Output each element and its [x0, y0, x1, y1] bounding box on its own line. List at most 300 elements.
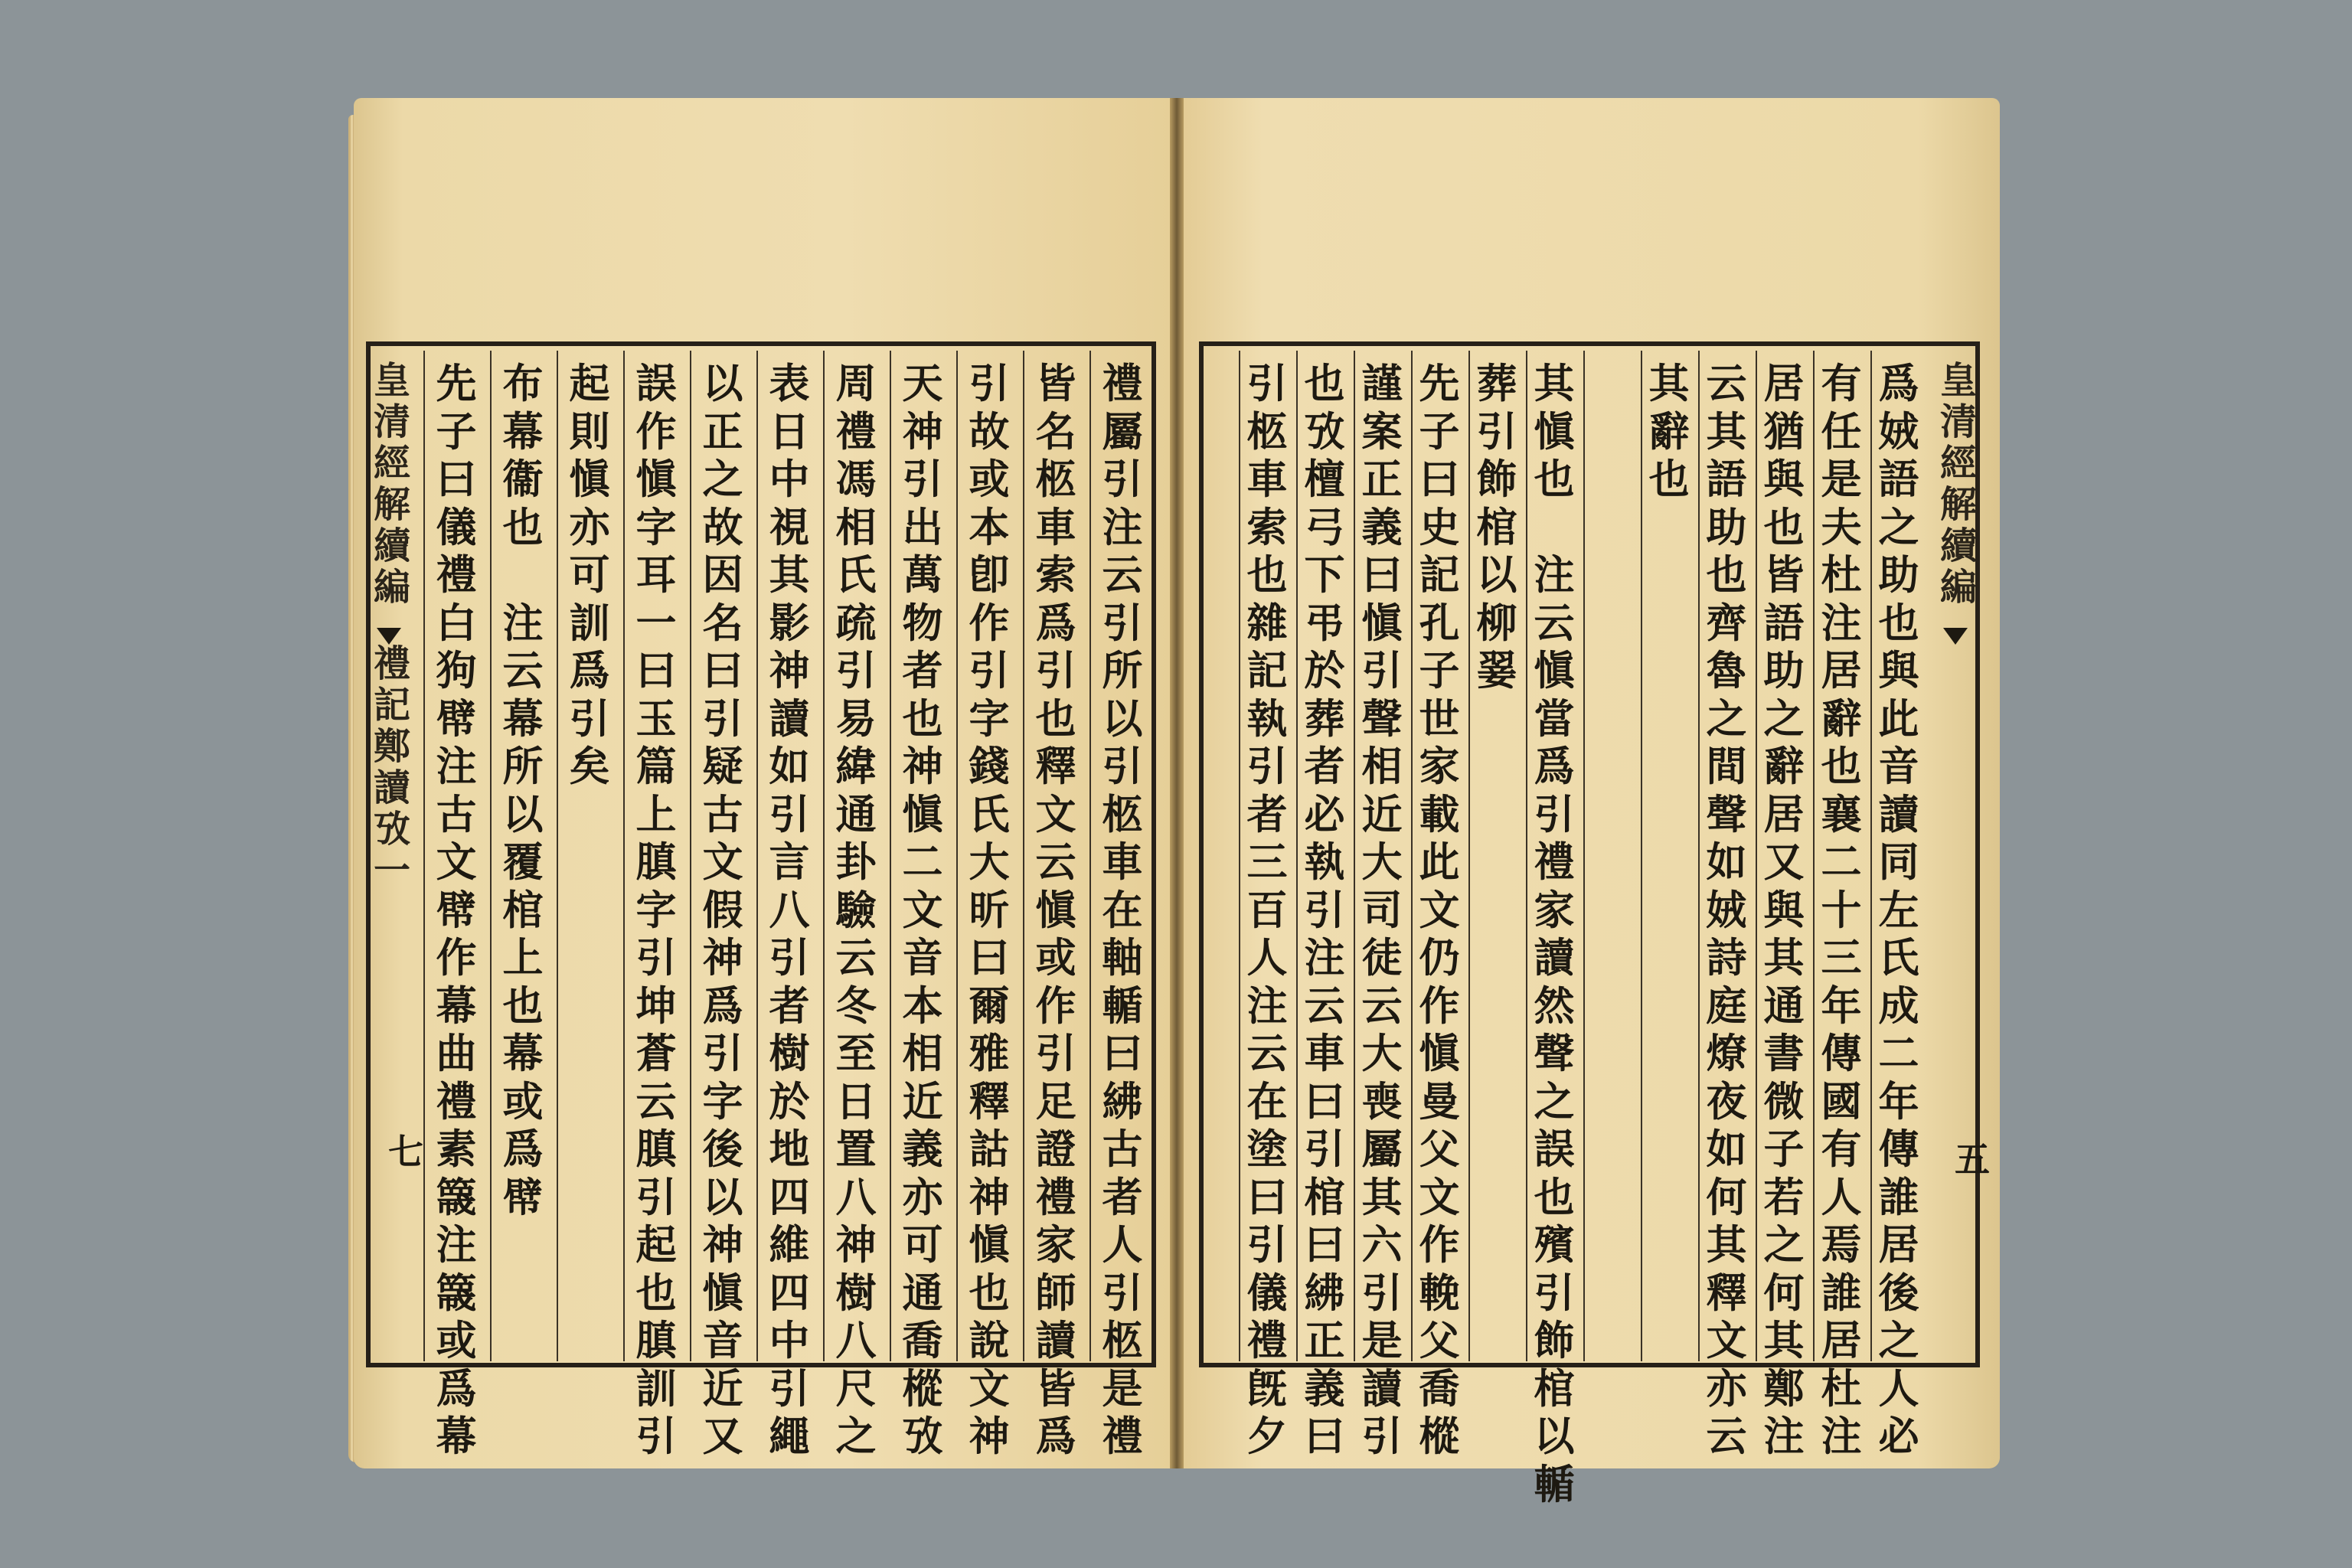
left-page-char: 或 — [436, 1317, 477, 1364]
left-page-char: 易 — [835, 694, 877, 743]
left-page-char: 名 — [702, 599, 743, 647]
left-page-column-6 — [766, 360, 812, 1461]
left-page-char: 神 — [902, 407, 943, 456]
right-page-char: 喪 — [1361, 1077, 1403, 1125]
right-page-char: 辭 — [1763, 743, 1805, 790]
left-page-char: 曰 — [436, 456, 477, 503]
right-page-char: 車 — [1246, 456, 1288, 503]
right-page-char: 司 — [1361, 886, 1403, 934]
left-page-char: 師 — [1035, 1269, 1076, 1317]
left-page-char: 之 — [835, 1413, 877, 1460]
right-page-char: 鄭 — [1763, 1364, 1805, 1413]
left-page-char: 幕 — [436, 1413, 477, 1460]
right-page-char: 也 — [1821, 743, 1862, 790]
left-page-char: 引 — [702, 694, 743, 743]
left-page-char: 索 — [1035, 551, 1076, 599]
left-heading-char: 解 — [373, 483, 410, 526]
right-page-char: 同 — [1878, 838, 1919, 886]
left-page-char: 狗 — [436, 647, 477, 694]
right-page-char: 先 — [1419, 360, 1460, 407]
left-page-char: 文 — [969, 1364, 1010, 1413]
right-page-char: 襄 — [1821, 790, 1862, 838]
left-page-char: 八 — [835, 1173, 877, 1221]
left-page-char: 云 — [1035, 838, 1076, 886]
left-page-char: 古 — [436, 790, 477, 838]
left-page-char: 說 — [969, 1317, 1010, 1364]
right-page-char: 皆 — [1763, 551, 1805, 599]
right-page-char: 其 — [1706, 1221, 1747, 1269]
left-page-char: 亦 — [902, 1173, 943, 1221]
right-page-char: 葬 — [1304, 694, 1345, 743]
left-page-column-rule — [756, 351, 758, 1361]
right-page-char: 引 — [1476, 407, 1517, 456]
right-page-char: 其 — [1648, 360, 1690, 407]
left-page-char: 者 — [902, 647, 943, 694]
right-page-column-8 — [1474, 360, 1520, 695]
left-page-char: 曰 — [702, 647, 743, 694]
left-page-char: 讀 — [1035, 1317, 1076, 1364]
right-page-char: 於 — [1304, 647, 1345, 694]
right-page-char: 之 — [1878, 503, 1919, 551]
left-page-char: 天 — [902, 360, 943, 407]
left-page-char: 皆 — [1035, 360, 1076, 407]
right-page-char: 殯 — [1534, 1221, 1575, 1269]
left-page-char: 出 — [902, 503, 943, 551]
right-page-char: 誰 — [1821, 1269, 1862, 1317]
left-page-char: 引 — [1102, 743, 1143, 790]
left-page-char: 也 — [502, 982, 544, 1030]
left-page-char: 引 — [635, 1413, 677, 1460]
right-page-char: 文 — [1706, 1317, 1747, 1364]
right-page-char: 喬 — [1419, 1364, 1460, 1413]
right-page-char: 正 — [1304, 1317, 1345, 1364]
right-page-char: 云 — [1706, 1413, 1747, 1460]
left-page-char: 引 — [1102, 456, 1143, 503]
left-page-char: 影 — [769, 599, 810, 647]
right-page-char: 孔 — [1419, 599, 1460, 647]
right-page-char: 音 — [1878, 743, 1919, 790]
right-page-char: 索 — [1246, 503, 1288, 551]
right-page-char: 葬 — [1476, 360, 1517, 407]
left-page-char: 故 — [702, 503, 743, 551]
left-page-char: 卦 — [835, 838, 877, 886]
left-page-char: 字 — [969, 694, 1010, 743]
right-page-char: 之 — [1878, 1317, 1919, 1364]
left-page-char: 引 — [969, 360, 1010, 407]
right-page-char: 成 — [1878, 982, 1919, 1030]
right-page-char: 雜 — [1246, 599, 1288, 647]
left-page-char: 注 — [436, 743, 477, 790]
right-page-char: 翣 — [1476, 647, 1517, 694]
left-heading-char: 清 — [373, 400, 410, 443]
right-page-char: 娀 — [1878, 407, 1919, 456]
left-page-char: 錢 — [969, 743, 1010, 790]
left-page-column-rule — [1089, 351, 1091, 1361]
fish-tail-mark-right — [1943, 628, 1968, 645]
right-folio: 五 — [1949, 1141, 1991, 1176]
left-page-char: 以 — [702, 360, 743, 407]
right-page-char: 引 — [1361, 1269, 1403, 1317]
left-page-char: 者 — [769, 982, 810, 1030]
left-page-column-9 — [567, 360, 612, 791]
left-page-char: 幕 — [502, 407, 544, 456]
right-page-char: 何 — [1706, 1173, 1747, 1221]
right-page-char: 棺 — [1534, 1364, 1575, 1413]
right-page-char: 六 — [1361, 1221, 1403, 1269]
left-page-char: 以 — [702, 1173, 743, 1221]
right-page-char: 文 — [1419, 1173, 1460, 1221]
left-page-char: 馮 — [835, 456, 877, 503]
right-page-char: 柳 — [1476, 599, 1517, 647]
left-page-char: 神 — [902, 743, 943, 790]
right-page-char: 家 — [1534, 886, 1575, 934]
left-page-char: 白 — [436, 599, 477, 647]
right-page-char: 曰 — [1419, 456, 1460, 503]
right-page-char: 下 — [1304, 551, 1345, 599]
left-page-char: 誤 — [635, 360, 677, 407]
right-page-char: 然 — [1534, 982, 1575, 1030]
right-page-char: 辭 — [1821, 694, 1862, 743]
left-page-char: 八 — [769, 886, 810, 934]
right-page-char: 引 — [1534, 790, 1575, 838]
left-page-char: 四 — [769, 1269, 810, 1317]
left-page-char: 注 — [436, 1221, 477, 1269]
right-page-column-rule — [1354, 351, 1355, 1361]
right-page-char: 國 — [1821, 1077, 1862, 1125]
right-page-char: 居 — [1878, 1221, 1919, 1269]
left-page-char: 矣 — [569, 743, 610, 790]
left-page-char: 引 — [769, 1364, 810, 1413]
right-page-char: 有 — [1821, 1125, 1862, 1173]
right-page-char: 檀 — [1304, 456, 1345, 503]
left-page-char: 古 — [702, 790, 743, 838]
right-page-char: 作 — [1419, 982, 1460, 1030]
right-page-char: 百 — [1246, 886, 1288, 934]
right-page-char: 紼 — [1304, 1269, 1345, 1317]
right-page-char: 間 — [1706, 743, 1747, 790]
right-page-char: 助 — [1878, 551, 1919, 599]
right-page-char: 車 — [1304, 1030, 1345, 1077]
left-page-column-rule — [423, 351, 425, 1361]
right-page-char: 儀 — [1246, 1269, 1288, 1317]
left-page-column-1 — [1099, 360, 1145, 1461]
right-page-column-11 — [1302, 360, 1348, 1461]
left-page-char: 冬 — [835, 982, 877, 1030]
right-page-char: 義 — [1361, 503, 1403, 551]
left-page-char: 雅 — [969, 1030, 1010, 1077]
left-page-char: 神 — [702, 1221, 743, 1269]
right-page-char: 曰 — [1304, 1077, 1345, 1125]
left-page-char: 爲 — [1035, 599, 1076, 647]
left-page-column-rule — [623, 351, 625, 1361]
right-page-column-9 — [1416, 360, 1462, 1461]
right-page-char: 夜 — [1706, 1077, 1747, 1125]
left-page-char: 愼 — [569, 456, 610, 503]
left-page-char: 地 — [769, 1125, 810, 1173]
left-page-char: 耳 — [635, 551, 677, 599]
right-page-char: 引 — [1246, 360, 1288, 407]
left-page-char: 義 — [902, 1125, 943, 1173]
left-page-char: 名 — [1035, 407, 1076, 456]
left-page-char: 引 — [702, 1030, 743, 1077]
left-page-char: 者 — [1102, 1173, 1143, 1221]
right-page-column-4 — [1704, 360, 1749, 1461]
left-page-char: 日 — [769, 407, 810, 456]
right-page-char: 云 — [1534, 599, 1575, 647]
right-page-column-7 — [1531, 360, 1577, 1508]
right-page-char: 史 — [1419, 503, 1460, 551]
left-page-char: 爲 — [702, 982, 743, 1030]
left-page-char: 文 — [902, 886, 943, 934]
left-page-char: 車 — [1102, 838, 1143, 886]
left-page-char: 相 — [835, 503, 877, 551]
right-page-char: 焉 — [1821, 1221, 1862, 1269]
right-page-char: 與 — [1878, 647, 1919, 694]
left-page-char: 輴 — [1102, 982, 1143, 1030]
left-page-char: 可 — [902, 1221, 943, 1269]
left-page-char: 禮 — [835, 407, 877, 456]
right-page-char: 棺 — [1304, 1173, 1345, 1221]
left-page-char: 疏 — [835, 599, 877, 647]
right-page-char: 云 — [1706, 360, 1747, 407]
right-page-column-rule — [1239, 351, 1240, 1361]
right-page-char: 是 — [1821, 456, 1862, 503]
left-page-char: 引 — [769, 934, 810, 982]
left-page-column-rule — [823, 351, 825, 1361]
right-page-char: 謹 — [1361, 360, 1403, 407]
right-page-column-rule — [1756, 351, 1757, 1361]
right-page-char: 人 — [1246, 934, 1288, 982]
left-page-char: 軸 — [1102, 934, 1143, 982]
left-page-char: 以 — [502, 790, 544, 838]
left-page-char: 也 — [902, 694, 943, 743]
right-page-char: 二 — [1821, 838, 1862, 886]
right-page-char: 曰 — [1246, 1173, 1288, 1221]
left-page-column-4 — [900, 360, 946, 1461]
left-page-char: 二 — [902, 838, 943, 886]
left-page-char: 引 — [1035, 647, 1076, 694]
left-page-char: 引 — [1102, 599, 1143, 647]
right-page-column-rule — [1468, 351, 1470, 1361]
right-page-char — [1531, 504, 1577, 552]
right-page-char: 杜 — [1821, 1364, 1862, 1413]
left-page-char: 坤 — [635, 982, 677, 1030]
right-page-char: 詩 — [1706, 934, 1747, 982]
right-page-char: 誰 — [1878, 1173, 1919, 1221]
right-page-char: 其 — [1706, 407, 1747, 456]
right-page-char: 有 — [1821, 360, 1862, 407]
right-page-char: 如 — [1706, 1125, 1747, 1173]
left-page-char: 音 — [702, 1317, 743, 1364]
right-page-char: 記 — [1246, 647, 1288, 694]
left-page-char: 上 — [502, 934, 544, 982]
right-page-char: 夕 — [1246, 1413, 1288, 1460]
right-page-char: 注 — [1246, 982, 1288, 1030]
left-page-char: 也 — [1035, 694, 1076, 743]
left-page-char: 氏 — [835, 551, 877, 599]
left-page-char: 云 — [835, 934, 877, 982]
left-page-char: 禮 — [1102, 360, 1143, 407]
left-page-char: 車 — [1035, 503, 1076, 551]
left-page-char: 至 — [835, 1030, 877, 1077]
left-page-char: 故 — [969, 407, 1010, 456]
left-page-char: 驗 — [835, 886, 877, 934]
right-page-char: 辭 — [1648, 407, 1690, 456]
right-page-char: 居 — [1821, 647, 1862, 694]
left-page-char: 字 — [702, 1077, 743, 1125]
right-page-char: 引 — [1534, 1269, 1575, 1317]
right-page-char: 與 — [1763, 456, 1805, 503]
right-page-char: 左 — [1878, 886, 1919, 934]
left-page-column-rule — [557, 351, 558, 1361]
left-page-char: 紼 — [1102, 1077, 1143, 1125]
right-page-char: 當 — [1534, 694, 1575, 743]
left-page-char: 注 — [1102, 503, 1143, 551]
right-page-column-rule — [1641, 351, 1642, 1361]
right-page-char: 也 — [1304, 360, 1345, 407]
right-page-column-rule — [1813, 351, 1815, 1361]
right-heading-char: 清 — [1939, 400, 1977, 443]
left-page-char: 禮 — [1102, 1413, 1143, 1460]
left-page-char: 疑 — [702, 743, 743, 790]
left-chapter-char: 攷 — [373, 808, 410, 851]
left-page-char: 本 — [969, 503, 1010, 551]
right-page-char: 也 — [1878, 599, 1919, 647]
left-page-column-rule — [956, 351, 958, 1361]
right-heading-char: 解 — [1939, 483, 1977, 526]
right-running-title — [1939, 360, 1978, 608]
right-page-char: 正 — [1361, 456, 1403, 503]
right-page-char: 注 — [1763, 1413, 1805, 1460]
right-page-char: 云 — [1304, 982, 1345, 1030]
right-heading-char: 經 — [1939, 442, 1977, 485]
right-page-char: 年 — [1878, 1077, 1919, 1125]
left-page-char: 愼 — [902, 790, 943, 838]
left-page-char: 覆 — [502, 838, 544, 886]
left-page-char: 訓 — [635, 1364, 677, 1413]
right-page-char: 禮 — [1534, 838, 1575, 886]
right-page-char: 引 — [1304, 886, 1345, 934]
left-page-char: 尺 — [835, 1364, 877, 1413]
right-page-char: 任 — [1821, 407, 1862, 456]
right-page-char: 引 — [1361, 1413, 1403, 1460]
left-page-char: 證 — [1035, 1125, 1076, 1173]
right-page-char: 家 — [1419, 743, 1460, 790]
left-page-char: 神 — [969, 1413, 1010, 1460]
book-gutter — [1170, 98, 1184, 1468]
left-page-char: 近 — [902, 1077, 943, 1125]
right-page-char: 必 — [1304, 790, 1345, 838]
left-page-char: 本 — [902, 982, 943, 1030]
left-page-char: 幦 — [436, 694, 477, 743]
left-page-char: 禮 — [436, 551, 477, 599]
left-page-char: 其 — [769, 551, 810, 599]
right-page-char: 飾 — [1534, 1317, 1575, 1364]
left-heading-char: 皇 — [373, 359, 410, 402]
right-page-char: 注 — [1304, 934, 1345, 982]
right-page-char: 與 — [1763, 886, 1805, 934]
right-page-char: 近 — [1361, 790, 1403, 838]
right-page-char: 讀 — [1361, 1364, 1403, 1413]
left-page-column-11 — [433, 360, 479, 1461]
right-page-char: 何 — [1763, 1269, 1805, 1317]
right-page-char: 居 — [1763, 790, 1805, 838]
left-page-char: 如 — [769, 743, 810, 790]
right-page-char: 以 — [1476, 551, 1517, 599]
right-page-char: 大 — [1361, 1030, 1403, 1077]
right-page-char: 通 — [1763, 982, 1805, 1030]
right-page-char: 徒 — [1361, 934, 1403, 982]
left-page-char: 柩 — [1102, 1317, 1143, 1364]
right-page-char: 猶 — [1763, 407, 1805, 456]
right-page-char: 是 — [1361, 1317, 1403, 1364]
left-page-char: 愼 — [702, 1269, 743, 1317]
right-page-char: 人 — [1821, 1173, 1862, 1221]
left-page-char: 作 — [635, 407, 677, 456]
left-page-char: 或 — [502, 1077, 544, 1125]
left-page-char: 通 — [835, 790, 877, 838]
left-page-char: 人 — [1102, 1221, 1143, 1269]
left-page-column-8 — [633, 360, 679, 1461]
left-page-char: 詁 — [969, 1125, 1010, 1173]
right-page-column-3 — [1761, 360, 1807, 1461]
left-page-char: 先 — [436, 360, 477, 407]
left-page-char: 字 — [635, 503, 677, 551]
left-page-char: 是 — [1102, 1364, 1143, 1413]
right-page-char: 愼 — [1534, 407, 1575, 456]
left-page-char: 神 — [769, 647, 810, 694]
left-page-char: 引 — [569, 694, 610, 743]
right-page-char: 娀 — [1706, 886, 1747, 934]
right-page-char: 居 — [1821, 1317, 1862, 1364]
right-page-column-12 — [1244, 360, 1290, 1461]
left-page-char: 也 — [969, 1269, 1010, 1317]
left-page-char: 中 — [769, 456, 810, 503]
left-page-char: 子 — [436, 407, 477, 456]
left-page-char: 引 — [1035, 1030, 1076, 1077]
left-page-char: 喬 — [902, 1317, 943, 1364]
right-page-char: 若 — [1763, 1173, 1805, 1221]
right-page-char: 人 — [1878, 1364, 1919, 1413]
right-page-char: 者 — [1304, 743, 1345, 790]
right-page-char: 柩 — [1246, 407, 1288, 456]
right-page-column-5 — [1646, 360, 1692, 504]
left-page-char: 家 — [1035, 1221, 1076, 1269]
right-page-char: 也 — [1246, 551, 1288, 599]
right-page-char: 亦 — [1706, 1364, 1747, 1413]
left-page-char: 氏 — [969, 790, 1010, 838]
right-page-column-rule — [1870, 351, 1872, 1361]
right-page-char: 大 — [1361, 838, 1403, 886]
left-page-char: 愼 — [969, 1221, 1010, 1269]
right-page-char: 者 — [1246, 790, 1288, 838]
left-page-char: 視 — [769, 503, 810, 551]
right-page-char: 執 — [1304, 838, 1345, 886]
left-page-char — [500, 551, 546, 599]
left-page-char: 云 — [635, 1077, 677, 1125]
right-page-char: 助 — [1763, 647, 1805, 694]
left-page-char: 引 — [769, 790, 810, 838]
right-page-char: 執 — [1246, 694, 1288, 743]
left-page-char: 亦 — [569, 503, 610, 551]
left-page-char: 云 — [502, 647, 544, 694]
right-page-char: 聲 — [1534, 1030, 1575, 1077]
right-page-char: 相 — [1361, 743, 1403, 790]
right-page-char: 之 — [1706, 694, 1747, 743]
right-page-char: 也 — [1648, 456, 1690, 503]
left-page-char: 玉 — [635, 694, 677, 743]
left-page-char: 愼 — [1035, 886, 1076, 934]
